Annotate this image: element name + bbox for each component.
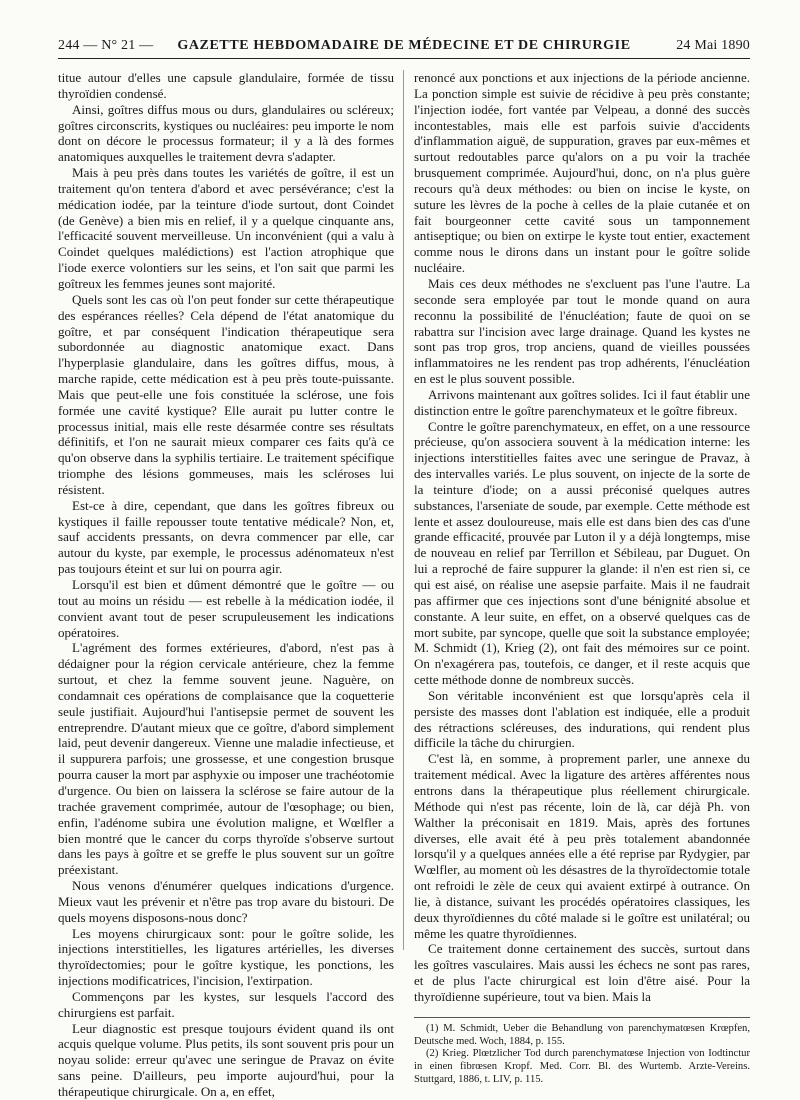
paragraph: Nous venons d'énumérer quelques indications d'urgence. Mieux vaut les prévenir et n'être pas trop avare du bistouri. De quels moyens disposons-nous donc? xyxy=(58,878,394,925)
page-number: 244 — N° 21 — xyxy=(58,38,154,53)
paragraph: L'agrément des formes extérieures, d'abord, n'est pas à dédaigner pour la région cervicale antérieure, chez la femme surtout, et chez la femme souvent jeune. Naguère, on condamnait ces opérations de complaisance que la coquetterie seule justifiait. Aujourd'hui l'antisepsie permet de souvent les entreprendre. D'autant mieux que ce goître, d'abord simplement laid, peut devenir dangereux. Vienne une maladie infectieuse, et il suppurera parfois; une grossesse, et une congestion brusque pourra causer la mort par asphyxie ou imposer une trachéotomie d'urgence. Ou bien on laissera la sclérose se faire autour de la trachée gravement comprimée, autour de l'œsophage; ou bien, enfin, l'adénome subira une évolution maligne, et Wœlfler a bien montré que le cancer du corps thyroïde s'observe surtout dans les pays à goître et se greffe le plus souvent sur un goître préexistant. xyxy=(58,640,394,878)
paragraph: Ainsi, goîtres diffus mous ou durs, glandulaires ou scléreux; goîtres circonscrits, kystiques ou nucléaires: peu importe le nom dont on décore le processus formateur; il y a là des formes anatomiques auxquelles le traitement devra s'adapter. xyxy=(58,101,394,165)
column-divider xyxy=(403,70,404,950)
paragraph: titue autour d'elles une capsule glandulaire, formée de tissu thyroïdien condensé. xyxy=(58,70,394,101)
paragraph: C'est là, en somme, à proprement parler, une annexe du traitement médical. Avec la ligature des artères afférentes nous entrons dans la thérapeutique plus réellement chirurgicale. Méthode qui n'est pas récente, loin de là, car déjà Ph. von Walther la préconisait en 1819. Mais, après des fortunes diverses, elle avait été à peu près totalement abandonnée lorsqu'il y a quelques années elle a été reprise par Rydygier, par Wœlfler, au moment où les désastres de la thyroïdectomie totale ont refroidi le zèle de ceux qui avaient extirpé à outrance. On lie, à distance, suivant les procédés opératoires classiques, les deux thyroïdiennes du côté malade si le goître est unilatéral; ou même les quatre thyroïdiennes. xyxy=(414,751,750,941)
paragraph: Est-ce à dire, cependant, que dans les goîtres fibreux ou kystiques il faille repousser toute tentative médicale? Non, et, sauf accidents pressants, on devra commencer par elle, car autour du kyste, par exemple, le processus adénomateux n'est pas toujours éteint et sur lui on pourra agir. xyxy=(58,497,394,577)
paragraph: Mais à peu près dans toutes les variétés de goître, il est un traitement qu'on tentera d'abord et avec persévérance; c'est la médication iodée, par la teinture d'iode surtout, dont Coindet (de Genève) a bien mis en relief, il y a quelque cinquante ans, l'efficacité souvent merveilleuse. Un inconvénient (qui a valu à Coindet quelques malédictions) est l'action atrophique que l'iode exerce volontiers sur les seins, et l'on sait que parmi les goîtreux les femmes jeunes sont majorité. xyxy=(58,165,394,291)
paragraph: Lorsqu'il est bien et dûment démontré que le goître — ou tout au moins un résidu — est rebelle à la médication iodée, il convient avant tout de peser scrupuleusement les indications opératoires. xyxy=(58,577,394,640)
paragraph: Contre le goître parenchymateux, en effet, on a une ressource précieuse, qu'on associera souvent à la médication interne: les injections interstitielles faites avec une seringue de Pravaz, à des intervalles variés. Le plus souvent, on injecte de la sorte de la teinture d'iode; on a aussi préconisé quelques autres substances, l'arseniate de soude, par exemple. Cette méthode est lente et assez douloureuse, mais elle est dans bien des cas d'une grande efficacité, prouvée par Luton il y a déjà longtemps, mise de nouveau en relief par Terrillon et Sébileau, par Duguet. On lui a reproché de faire suppurer la glande: il n'en est rien si, ce qui est aisé, on réalise une asepsie parfaite. Mais il ne faudrait pas affirmer que ces injections sont d'une bénignité absolue et constante. A leur suite, en effet, on a observé quelques cas de mort subite, par syncope, quelle que soit la substance employée; M. Schmidt (1), Krieg (2), ont fait des mémoires sur ce point. On n'exagérera pas, toutefois, ce danger, et il reste acquis que cette méthode donne de nombreux succès. xyxy=(414,418,750,688)
footnote-2: (2) Krieg. Plœtzlicher Tod durch parenchymatœse Injection von Iodtinctur in einen fibrœsen Kropf. Med. Corr. Bl. des Wurtemb. Arzte-Vereins. Stuttgard, 1886, t. LIV, p. 115. xyxy=(414,1048,750,1085)
paragraph: Ce traitement donne certainement des succès, surtout dans les goîtres vasculaires. Mais aussi les échecs ne sont pas rares, et de plus l'acte chirurgical est loin d'être aisé. Pour la thyroïdienne supérieure, tout va bien. Mais la xyxy=(414,941,750,1004)
paragraph: Les moyens chirurgicaux sont: pour le goître solide, les injections interstitielles, les ligatures artérielles, les diverses thyroïdectomies; pour le goître kystique, les ponctions, les injections modificatrices, l'incision, l'extirpation. xyxy=(58,925,394,989)
journal-title: GAZETTE HEBDOMADAIRE DE MÉDECINE ET DE CHIRURGIE xyxy=(177,38,631,53)
left-column xyxy=(58,70,394,1099)
paragraph: Commençons par les kystes, sur lesquels l'accord des chirurgiens est parfait. xyxy=(58,988,394,1020)
paragraph: Quels sont les cas où l'on peut fonder sur cette thérapeutique des espérances réelles? Cela dépend de l'état anatomique du goître, et par conséquent l'indication thérapeutique sera subordonnée au diagnostic anatomique exact. Dans l'hyperplasie glandulaire, dans les goîtres diffus, mous, à marche rapide, cette médication est à peu près toute-puissante. Mais que peut-elle une fois constituée la sclérose, une fois formée une cavité kystique? Elle aurait pu lutter contre le processus initial, mais elle reste désarmée contre ses résultats définitifs, et l'on ne saurait mieux comparer ces faits qu'à ce qu'on observe dans la syphilis tertiaire. Le traitement spécifique triomphe des lésions gommeuses, mais les scléroses lui résistent. xyxy=(58,291,394,497)
footnotes xyxy=(414,1017,750,1087)
footnote-1: (1) M. Schmidt, Ueber die Behandlung von parenchymatœsen Krœpfen, Deutsche med. Woch, 1884, p. 155. xyxy=(414,1022,750,1047)
paragraph: Leur diagnostic est presque toujours évident quand ils ont acquis quelque volume. Plus petits, ils sont souvent pris pour un noyau solide: erreur qu'avec une seringue de Pravaz on évite sans peine. D'ailleurs, peu importe aujourd'hui, pour la thérapeutique chirurgicale. On a, en effet, xyxy=(58,1020,394,1099)
paragraph: renoncé aux ponctions et aux injections de la période ancienne. La ponction simple est suivie de récidive à peu près constante; l'injection iodée, fort vantée par Velpeau, a donné des succès incontestables, mais elle est parfois suivie d'accidents d'inflammation aiguë, de suppuration, graves par eux-mêmes et surtout redoutables parce qu'alors on a pu voir la trachée brusquement comprimée. Aujourd'hui, donc, on n'a plus guère recours qu'à deux méthodes: ou bien on incise le kyste, on suture les lèvres de la poche à celles de la plaie cutanée et on fait bourgeonner cette cavité sous un tamponnement antiseptique; ou bien on extirpe le kyste tout entier, exactement comme nous le dirons dans un instant pour le goître solide nucléaire. xyxy=(414,70,750,276)
paragraph: Son véritable inconvénient est que lorsqu'après cela il persiste des masses dont l'ablation est indiquée, elle a produit des rétractions scléreuses, des indurations, qui rendent plus difficile la tâche du chirurgien. xyxy=(414,687,750,751)
right-column xyxy=(414,70,750,1085)
running-header xyxy=(58,38,750,59)
issue-date: 24 Mai 1890 xyxy=(676,38,750,53)
paragraph: Arrivons maintenant aux goîtres solides. Ici il faut établir une distinction entre le goître parenchymateux et le goître fibreux. xyxy=(414,386,750,418)
paragraph: Mais ces deux méthodes ne s'excluent pas l'une l'autre. La seconde sera employée par tout le monde quand on aura reconnu la possibilité de l'énucléation; faute de quoi on se rabattra sur l'incision avec large drainage. Quand les kystes ne sont pas trop gros, trop anciens, quand de vieilles poussées inflammatoires ne les rendent pas trop adhérents, l'énucléation en est le plus souvent possible. xyxy=(414,275,750,387)
